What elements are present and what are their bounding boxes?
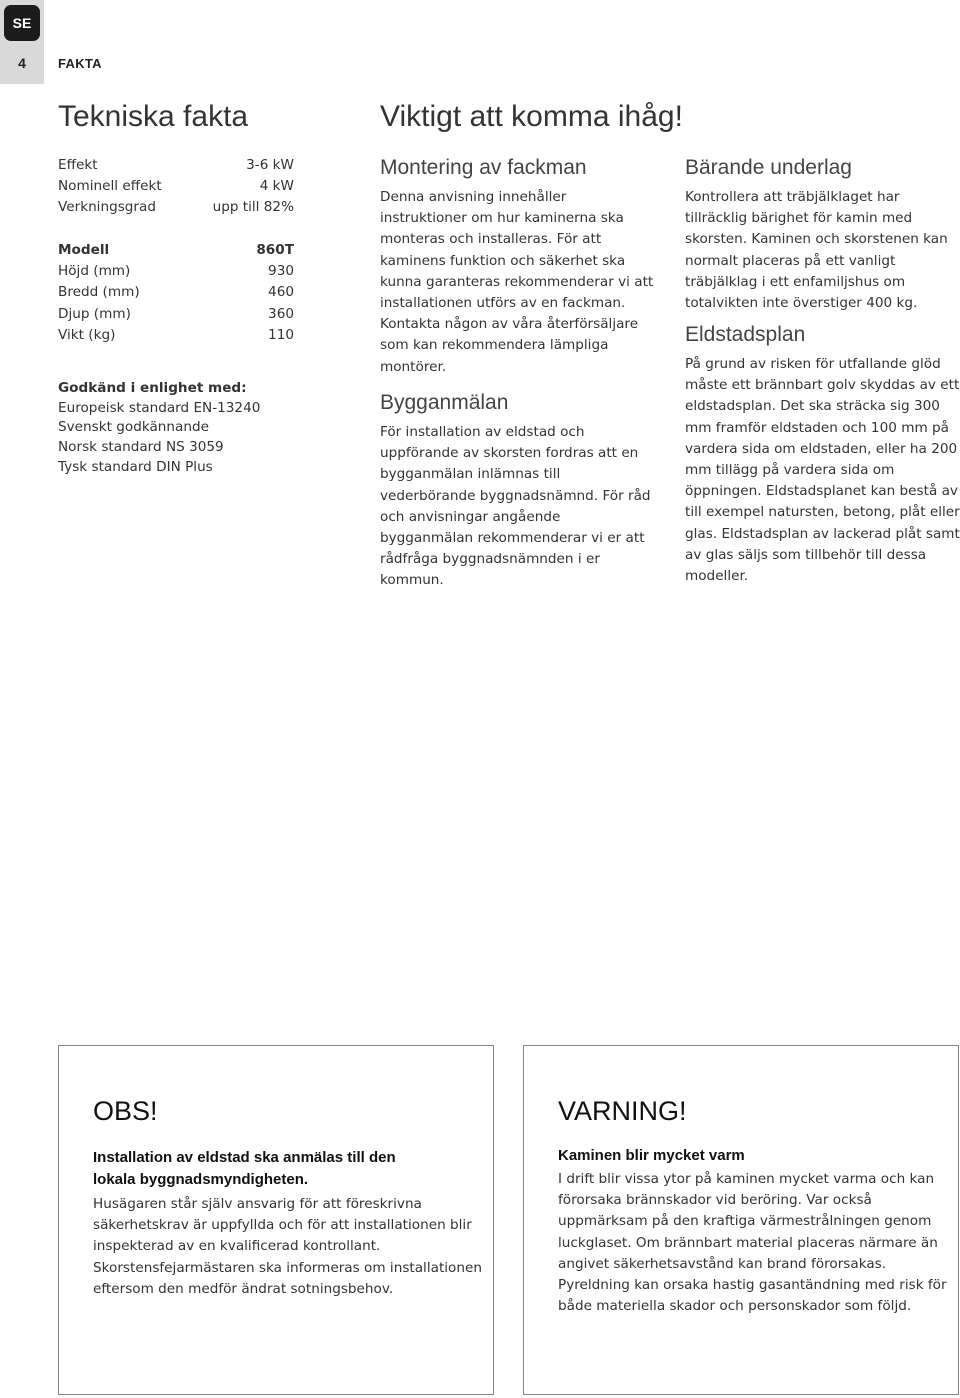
hearth-plate-section bbox=[685, 323, 960, 587]
approval-item: Svenskt godkännande bbox=[58, 419, 209, 436]
spec-row: Höjd (mm) 930 bbox=[58, 263, 294, 280]
section-heading: Bärande underlag bbox=[685, 156, 852, 179]
obs-title: OBS! bbox=[93, 1096, 158, 1126]
technical-facts-title: Tekniska fakta bbox=[58, 100, 249, 133]
page-number: 4 bbox=[18, 55, 26, 71]
obs-body: Husägaren står själv ansvarig för att föreskrivna säkerhetskrav är uppfyllda och för att installationen blir inspekterad av en kvalificerad kontrollant. Skorstensfejarmästaren ska informeras om installationen eftersom den medför ändrat sotningsbehov. bbox=[93, 1196, 482, 1297]
approval-item: Europeisk standard EN-13240 bbox=[58, 399, 261, 416]
dimension-specs bbox=[58, 240, 294, 346]
obs-subtitle: Installation av eldstad ska anmälas till den lokala byggnadsmyndigheten. bbox=[93, 1149, 396, 1188]
warning-body: I drift blir vissa ytor på kaminen mycket varma och kan förorsaka brännskador vid beröring. Var också uppmärksam på den kraftiga värmestrålningen genom luckglaset. Om brännbart material placeras närmare än angivet säkerhetsavstånd kan brand förorsakas. Pyreldning kan orsaka hastig gasantändning med risk för både materiella skador och personskador som följd. bbox=[558, 1171, 947, 1315]
approvals-list bbox=[58, 379, 260, 478]
approval-item: Norsk standard NS 3059 bbox=[58, 439, 224, 456]
approval-item: Tysk standard DIN Plus bbox=[58, 458, 213, 475]
warning-title: VARNING! bbox=[558, 1096, 687, 1126]
performance-specs bbox=[58, 155, 294, 219]
building-permit-section bbox=[380, 391, 655, 592]
spec-row: Bredd (mm) 460 bbox=[58, 284, 294, 301]
spec-row: Djup (mm) 360 bbox=[58, 305, 294, 322]
approvals-heading: Godkänd i enlighet med: bbox=[58, 380, 247, 396]
obs-notice-box bbox=[58, 1045, 494, 1395]
section-body: Kontrollera att träbjälklaget har tillräcklig bärighet för kamin med skorsten. Kaminen och skorstenen kan normalt placeras på ett vanligt träbjälklag i ett enfamiljshus om totalvikten inte överstiger 400 kg. bbox=[685, 189, 948, 312]
section-body: För installation av eldstad och uppförande av skorsten fordras att en bygganmälan inlämnas till vederbörande byggnadsnämnd. För råd och anvisningar angående bygganmälan rekommenderar vi er att rådfråga byggnadsnämnden i er kommun. bbox=[380, 424, 651, 589]
load-bearing-section bbox=[685, 156, 960, 314]
section-label: FAKTA bbox=[58, 56, 102, 71]
warning-subtitle: Kaminen blir mycket varm bbox=[558, 1147, 745, 1164]
section-body: Denna anvisning innehåller instruktioner om hur kaminerna ska monteras och installeras. För att kaminens funktion och säkerhet ska kunna garanteras rekommenderar vi att installationen utförs av en fackman. Kontakta någon av våra återförsäljare som kan rekommendera lämpliga montörer. bbox=[380, 189, 654, 375]
important-title: Viktigt att komma ihåg! bbox=[380, 100, 683, 133]
spec-row: Vikt (kg) 110 bbox=[58, 326, 294, 343]
section-heading: Montering av fackman bbox=[380, 156, 587, 179]
spec-header-row: Modell 860T bbox=[58, 242, 294, 258]
installation-section bbox=[380, 156, 655, 378]
section-body: På grund av risken för utfallande glöd måste ett brännbart golv skyddas av ett eldstadsplan. Det ska sträcka sig 300 mm framför eldstaden och 100 mm på vardera sida om eldstaden, eller ha 200 mm tillägg på vardera sida om öppningen. Eldstadsplanet kan bestå av till exempel natursten, betong, plåt eller glas. Eldstadsplan av lackerad plåt samt av glas säljs som tillbehör till dessa modeller. bbox=[685, 356, 960, 585]
spec-row: Effekt 3-6 kW bbox=[58, 157, 294, 173]
warning-box bbox=[523, 1045, 959, 1395]
language-badge: SE bbox=[4, 5, 40, 41]
spec-row: Nominell effekt 4 kW bbox=[58, 178, 294, 195]
section-heading: Eldstadsplan bbox=[685, 323, 806, 346]
section-heading: Bygganmälan bbox=[380, 391, 509, 414]
spec-row: Verkningsgrad upp till 82% bbox=[58, 199, 294, 216]
